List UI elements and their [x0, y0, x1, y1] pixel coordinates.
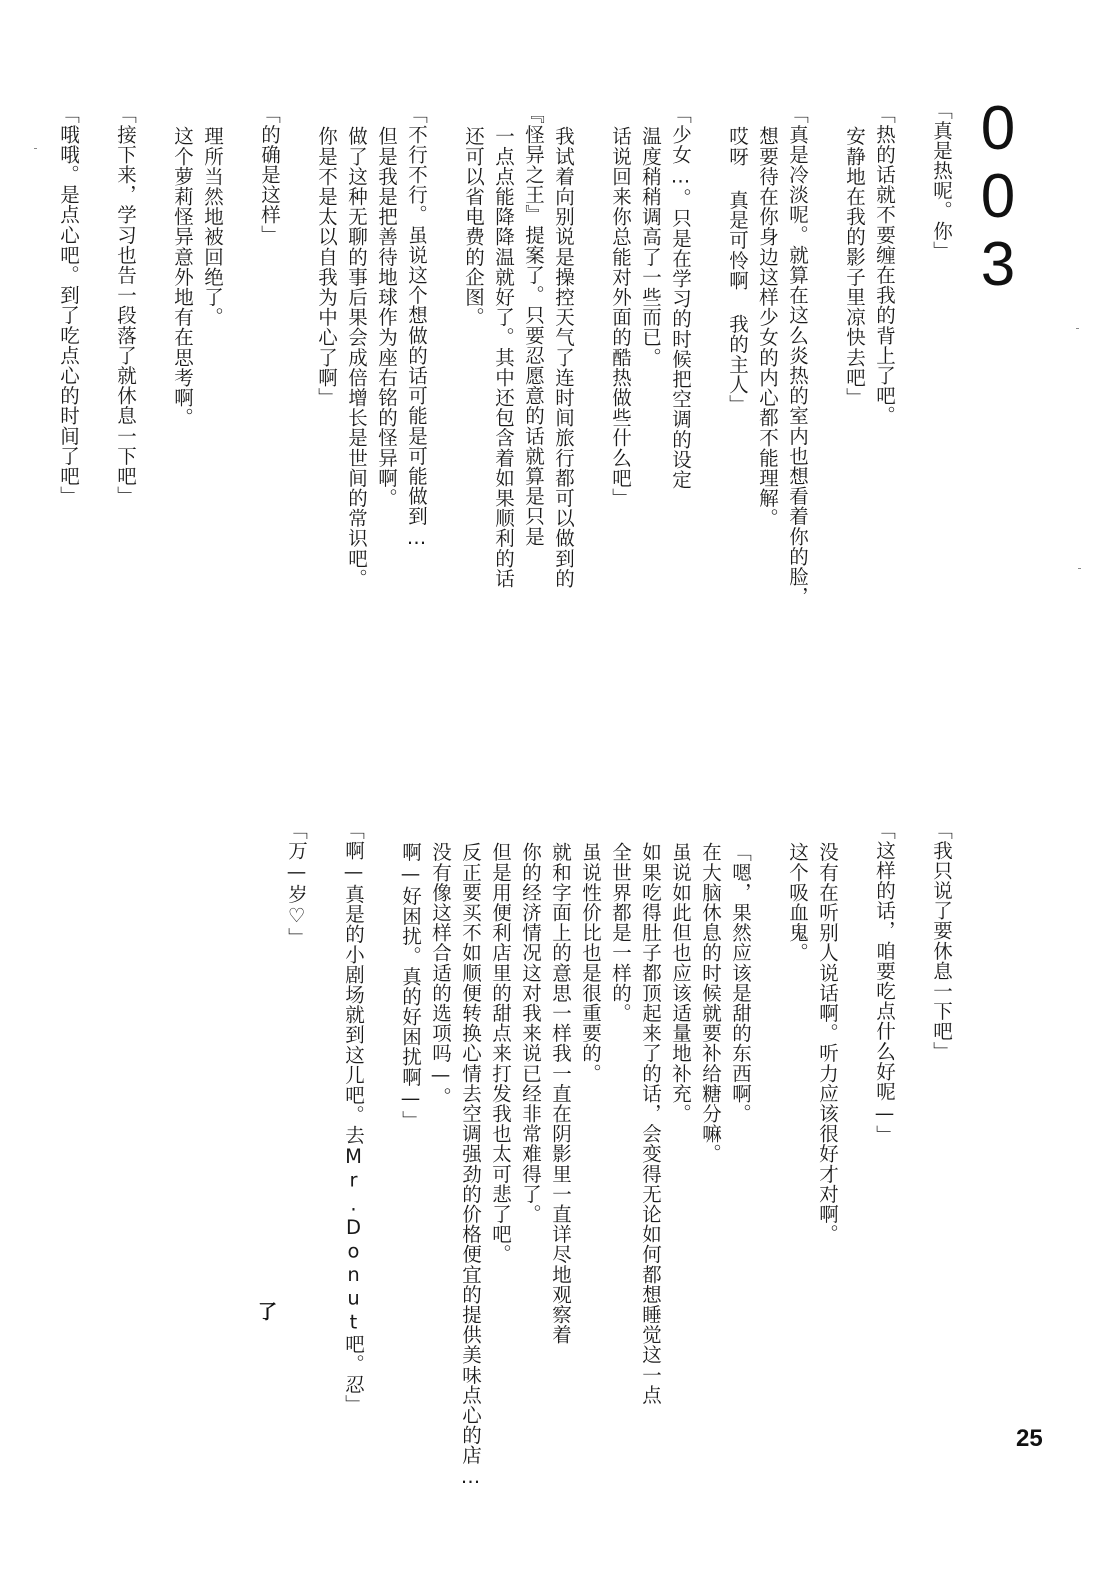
text-column: 「我只说了要休息一下吧」	[930, 820, 953, 1062]
text-column: 「这样的话，咱要吃点什么好呢—」	[873, 820, 896, 1146]
page-number: 25	[1016, 1425, 1043, 1452]
text-column: 就和字面上的意思一样我一直在阴影里一直详尽地观察着	[549, 842, 572, 1345]
text-column: 「真是冷淡呢。就算在这么炎热的室内也想看着你的脸，	[786, 104, 809, 607]
text-column: 但是我是把善待地球作为座右铭的怪异啊。	[375, 126, 398, 508]
text-column: 你是不是太以自我为中心了啊」	[315, 126, 338, 408]
text-column: 「真是热呢。你」	[930, 100, 953, 261]
text-column: 话说回来你总能对外面的酷热做些什么吧」	[609, 126, 632, 508]
text-column: 但是用便利店里的甜点来打发我也太可悲了吧。	[489, 842, 512, 1265]
stray-glyph: 了	[258, 1301, 278, 1323]
text-column: 「热的话就不要缠在我的背上了吧。	[873, 104, 896, 426]
text-column: 啊—好困扰。真的好困扰啊—」	[399, 842, 422, 1131]
text-column: 虽说如此但也应该适量地补充。	[669, 842, 692, 1124]
text-column: 「接下来，学习也告一段落了就休息一下吧」	[114, 104, 137, 506]
text-column: 如果吃得肚子都顶起来了的话，会变得无论如何都想睡觉这一点	[639, 842, 662, 1405]
text-column: 没有像这样合适的选项吗—。	[429, 842, 452, 1107]
text-column: 『怪异之王』提案了。只要忍愿意的话就算是只是	[522, 104, 545, 547]
text-column: 这个吸血鬼。	[786, 842, 809, 963]
chapter-number: 0 0 3	[980, 94, 1016, 299]
text-column: 一点点能降降温就好了。其中还包含着如果顺利的话	[492, 126, 515, 589]
text-column: 反正要买不如顺便转换心情去空调强劲的价格便宜的提供美味点心的店…	[459, 842, 482, 1489]
text-column: 我试着向别说是操控天气了连时间旅行都可以做到的	[552, 126, 575, 589]
scan-speck	[34, 148, 37, 149]
text-column: 安静地在我的影子里凉快去吧」	[843, 126, 866, 408]
text-column: 在大脑休息的时候就要补给糖分嘛。	[699, 842, 722, 1164]
text-column: 这个萝莉怪异意外地有在思考啊。	[171, 126, 194, 428]
text-column: 全世界都是一样的。	[609, 842, 632, 1023]
text-column: 想要待在你身边这样少女的内心都不能理解。	[756, 126, 779, 528]
text-column: 你的经济情况这对我来说已经非常难得了。	[519, 842, 542, 1224]
scan-speck	[1078, 568, 1081, 569]
text-column: 「万—岁♡」	[285, 820, 308, 948]
scan-speck	[1076, 328, 1079, 329]
text-column: 「嗯，果然应该是甜的东西啊。	[729, 842, 752, 1124]
text-column: 没有在听别人说话啊。听力应该很好才对啊。	[816, 842, 839, 1244]
text-column: 哎呀 真是可怜啊 我的主人」	[726, 126, 749, 415]
text-column: 「哦哦。是点心吧。到了吃点心的时间了吧」	[57, 104, 80, 506]
text-column: 还可以省电费的企图。	[462, 126, 485, 327]
text-column: 「少女…。只是在学习的时候把空调的设定	[669, 104, 692, 490]
text-column: 「不行不行。虽说这个想做的话可能是可能做到…	[405, 104, 428, 550]
text-column: 温度稍稍调高了一些而已。	[639, 126, 662, 368]
text-column: 「的确是这样」	[258, 104, 281, 245]
text-column: 做了这种无聊的事后果会成倍增长是世间的常识吧。	[345, 126, 368, 589]
text-column: 「啊—真是的小剧场就到这儿吧。去Mr.Donut吧。忍」	[342, 820, 365, 1415]
text-column: 虽说性价比也是很重要的。	[579, 842, 602, 1084]
text-column: 理所当然地被回绝了。	[201, 126, 224, 327]
